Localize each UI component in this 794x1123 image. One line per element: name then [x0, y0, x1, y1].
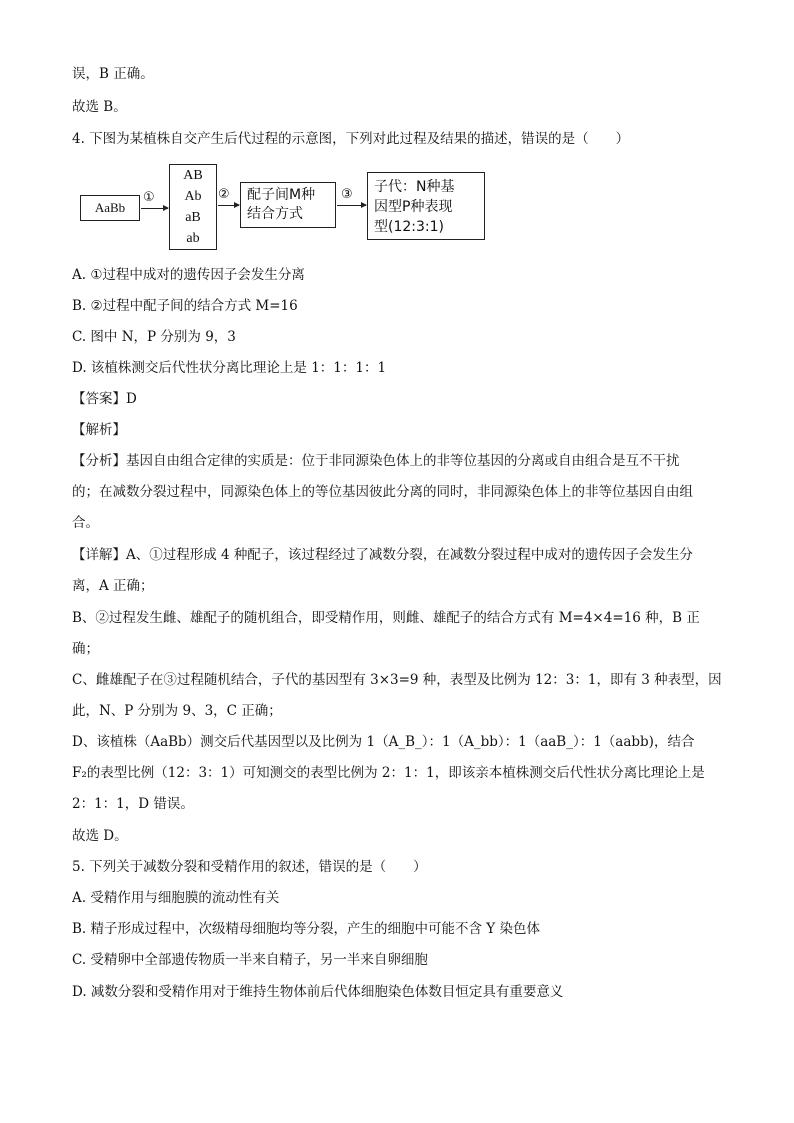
text-line: 【详解】A、①过程形成 4 种配子，该过程经过了减数分裂，在减数分裂过程中成对的遗传因子会发生分	[72, 547, 693, 563]
combination-text: 配子间M种	[247, 187, 316, 203]
combination-box	[240, 182, 336, 228]
text-line: 【分析】基因自由组合定律的实质是：位于非同源染色体上的非等位基因的分离或自由组合是互不干扰	[72, 453, 680, 469]
analysis-paragraph	[72, 446, 724, 539]
option-c: C. 受精卵中全部遗传物质一半来自精子，另一半来自卵细胞	[72, 952, 428, 968]
conclusion: 故选 D。	[72, 828, 128, 844]
arrow-icon	[337, 205, 366, 206]
analysis-label: 【解析】	[72, 422, 126, 438]
gamete: AB	[183, 168, 203, 183]
option-b: B. 精子形成过程中，次级精母细胞均等分裂，产生的细胞中可能不含 Y 染色体	[72, 921, 540, 937]
text-line: F₂的表型比例（12：3：1）可知测交的表型比例为 2：1：1，即该亲本植株测交后代性状分离比理论上是	[72, 765, 705, 781]
text-line: 确；	[72, 641, 99, 657]
step-1-label: ①	[143, 190, 155, 205]
option-a: A. ①过程中成对的遗传因子会发生分离	[72, 267, 305, 283]
answer: 【答案】D	[72, 391, 137, 407]
parent-genotype-box: AaBb	[80, 195, 140, 221]
cross-diagram	[80, 168, 500, 258]
text-line: D、该植株（AaBb）测交后代基因型以及比例为 1（A_B_）：1（A_bb）：1（aaB_）：1（aabb)，结合	[72, 734, 695, 750]
option-d: D. 减数分裂和受精作用对于维持生物体前后代体细胞染色体数目恒定具有重要意义	[72, 984, 564, 1000]
gamete: aB	[185, 210, 201, 225]
text-line: 故选 B。	[72, 99, 127, 115]
text-line: 误，B 正确。	[72, 66, 154, 82]
text-line: 合。	[72, 515, 99, 531]
option-d: D. 该植株测交后代性状分离比理论上是 1：1：1：1	[72, 360, 387, 376]
question-stem: 5. 下列关于减数分裂和受精作用的叙述，错误的是（ ）	[72, 859, 427, 875]
text-line: 离，A 正确；	[72, 578, 154, 594]
detail-b-paragraph	[72, 603, 724, 665]
text-line: C、雌雄配子在③过程随机结合，子代的基因型有 3×3=9 种，表型及比例为 12：3：1，即有 3 种表型，因	[72, 672, 722, 688]
step-2-label: ②	[218, 187, 230, 202]
text-line: 此，N、P 分别为 9、3，C 正确；	[72, 703, 282, 719]
gametes-box	[169, 164, 217, 250]
offspring-text: 型(12:3:1)	[374, 219, 444, 235]
arrow-icon	[141, 208, 168, 209]
offspring-text: 子代：N种基	[374, 179, 455, 195]
combination-text: 结合方式	[247, 206, 303, 222]
gamete: Ab	[184, 189, 202, 204]
option-b: B. ②过程中配子间的结合方式 M=16	[72, 298, 298, 314]
option-a: A. 受精作用与细胞膜的流动性有关	[72, 890, 280, 906]
step-3-label: ③	[341, 187, 353, 202]
detail-a-paragraph	[72, 540, 724, 602]
text-line: 2：1：1，D 错误。	[72, 796, 194, 812]
gamete: ab	[186, 231, 200, 246]
detail-d-paragraph	[72, 727, 724, 820]
offspring-box	[367, 172, 485, 240]
text-line: B、②过程发生雌、雄配子的随机组合，即受精作用，则雌、雄配子的结合方式有 M=4×4=16 种，B 正	[72, 610, 700, 626]
text-line: 的；在减数分裂过程中，同源染色体上的等位基因彼此分离的同时，非同源染色体上的非等位基因自由组	[72, 484, 693, 500]
detail-c-paragraph	[72, 665, 724, 727]
option-c: C. 图中 N，P 分别为 9，3	[72, 329, 236, 345]
question-stem: 4. 下图为某植株自交产生后代过程的示意图，下列对此过程及结果的描述，错误的是（ ）	[72, 131, 630, 147]
offspring-text: 因型P种表现	[374, 199, 453, 215]
arrow-icon	[218, 205, 239, 206]
